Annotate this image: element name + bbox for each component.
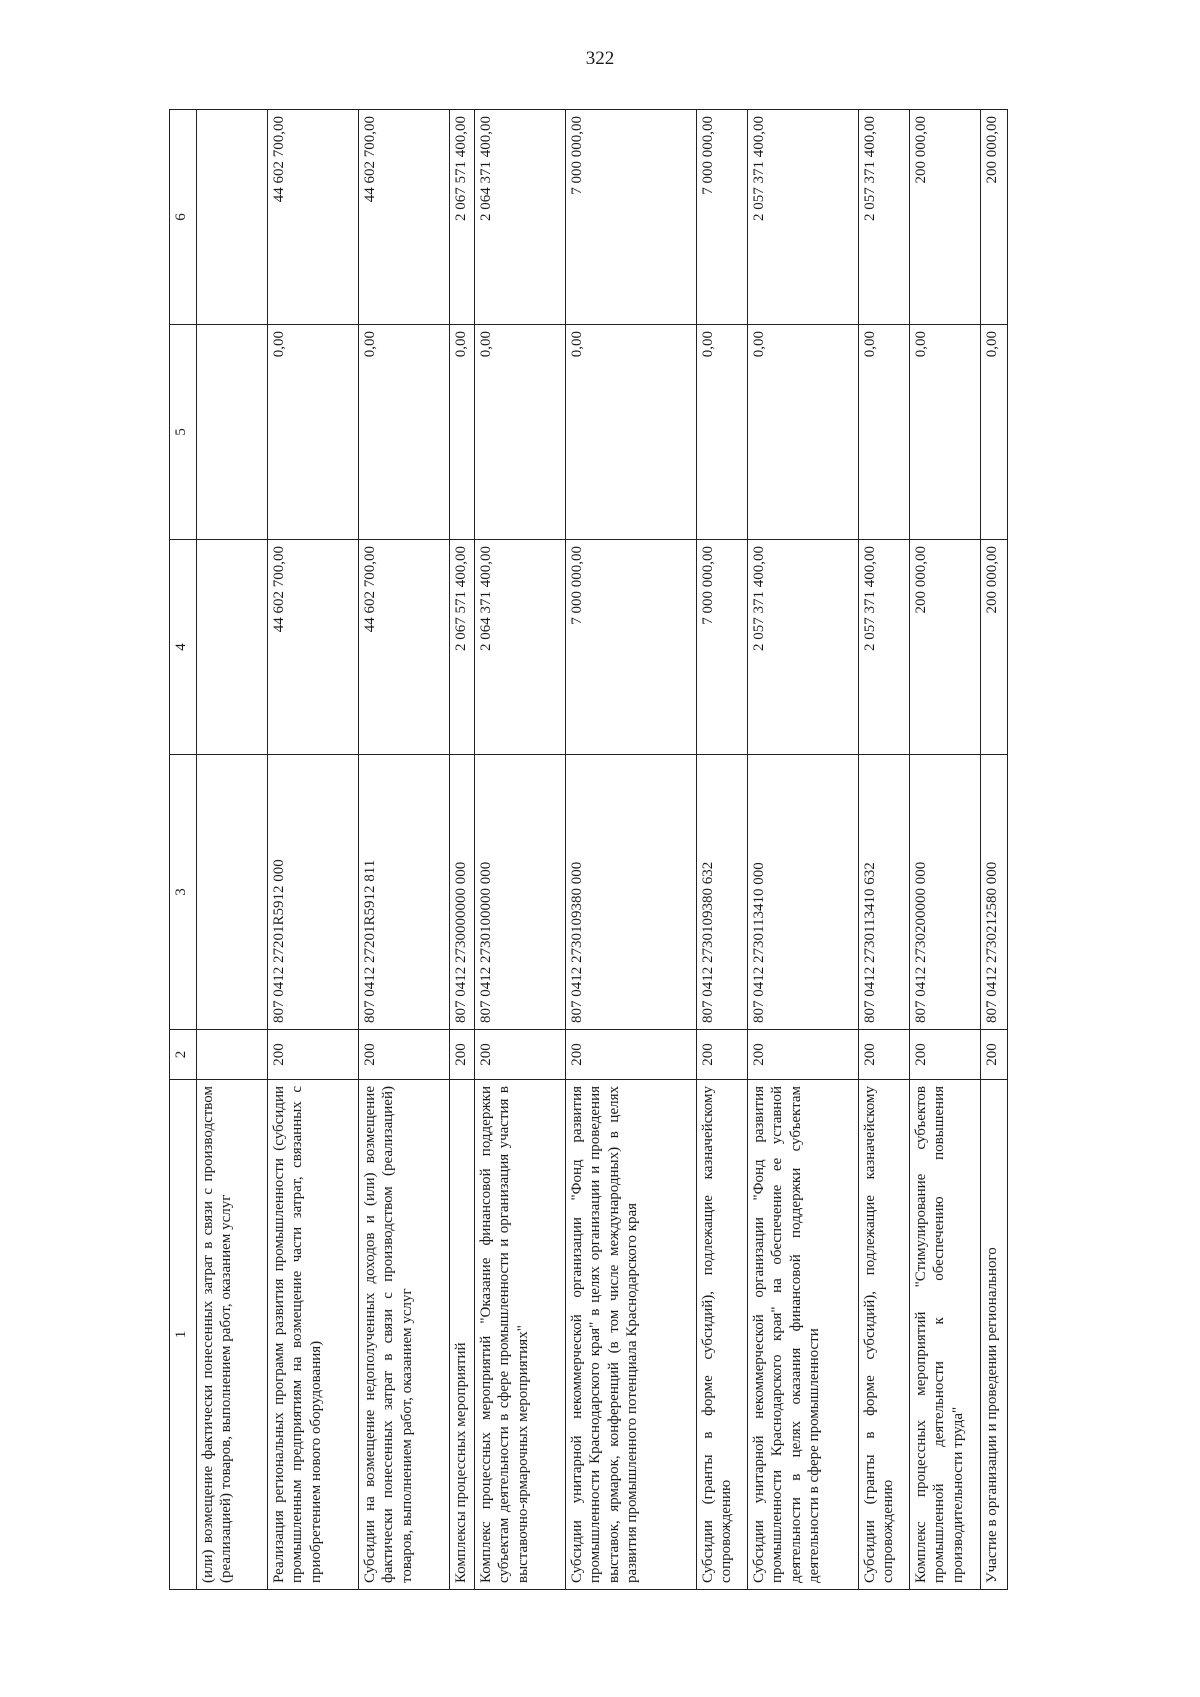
row-amount-col4: 2 057 371 400,00 <box>748 540 859 755</box>
row-classification-code: 807 0412 27201R5912 000 <box>268 755 359 1030</box>
row-admin-code: 200 <box>859 1030 910 1080</box>
row-name: Комплексы процессных мероприятий <box>450 1080 475 1590</box>
table-row <box>197 110 268 1590</box>
table-header-row <box>170 110 197 1590</box>
row-amount-col4: 200 000,00 <box>981 540 1008 755</box>
table-row <box>981 110 1008 1590</box>
row-classification-code: 807 0412 2730109380 000 <box>566 755 697 1030</box>
row-classification-code: 807 0412 2730100000 000 <box>475 755 566 1030</box>
table-row <box>859 110 910 1590</box>
row-amount-col5: 0,00 <box>981 325 1008 540</box>
row-classification-code: 807 0412 2730109380 632 <box>697 755 748 1030</box>
row-amount-col4: 200 000,00 <box>910 540 981 755</box>
row-name: Комплекс процессных мероприятий "Стимулирование субъектов промышленной деятельности к обеспечению повышения производительности труда" <box>910 1080 981 1590</box>
row-name: Реализация региональных программ развития промышленности (субсидии промышленным предприятиям на возмещение части затрат, связанных с приобретением нового оборудования) <box>268 1080 359 1590</box>
table-row <box>566 110 697 1590</box>
row-admin-code: 200 <box>748 1030 859 1080</box>
row-amount-col4 <box>197 540 268 755</box>
row-name: Субсидии (гранты в форме субсидий), подлежащие казначейскому сопровождению <box>859 1080 910 1590</box>
row-amount-col4: 2 064 371 400,00 <box>475 540 566 755</box>
row-name: (или) возмещение фактически понесенных затрат в связи с производством (реализацией) товаров, выполнением работ, оказанием услуг <box>197 1080 268 1590</box>
row-amount-col6: 44 602 700,00 <box>268 110 359 325</box>
row-amount-col5: 0,00 <box>450 325 475 540</box>
row-classification-code: 807 0412 2730212580 000 <box>981 755 1008 1030</box>
row-amount-col6 <box>197 110 268 325</box>
column-header-1: 1 <box>170 1080 197 1590</box>
row-amount-col5: 0,00 <box>697 325 748 540</box>
row-amount-col6: 7 000 000,00 <box>697 110 748 325</box>
column-header-6: 6 <box>170 110 197 325</box>
row-name: Участие в организации и проведении регионального <box>981 1080 1008 1590</box>
table-stage <box>169 110 1109 1590</box>
row-amount-col5: 0,00 <box>566 325 697 540</box>
row-name: Субсидии унитарной некоммерческой организации "Фонд развития промышленности Краснодарского края" на обеспечение ее уставной деятельности в целях оказания финансовой поддержки субъектам деятельности в сфере промышленности <box>748 1080 859 1590</box>
row-amount-col6: 2 057 371 400,00 <box>748 110 859 325</box>
budget-table <box>169 109 1008 1590</box>
table-row <box>475 110 566 1590</box>
column-header-3: 3 <box>170 755 197 1030</box>
row-admin-code: 200 <box>359 1030 450 1080</box>
row-classification-code: 807 0412 2730113410 000 <box>748 755 859 1030</box>
row-classification-code <box>197 755 268 1030</box>
row-amount-col5: 0,00 <box>475 325 566 540</box>
row-amount-col4: 44 602 700,00 <box>268 540 359 755</box>
column-header-2: 2 <box>170 1030 197 1080</box>
row-admin-code: 200 <box>268 1030 359 1080</box>
row-admin-code: 200 <box>450 1030 475 1080</box>
row-amount-col4: 7 000 000,00 <box>697 540 748 755</box>
row-amount-col4: 7 000 000,00 <box>566 540 697 755</box>
row-admin-code <box>197 1030 268 1080</box>
column-header-4: 4 <box>170 540 197 755</box>
row-classification-code: 807 0412 2730000000 000 <box>450 755 475 1030</box>
row-amount-col5: 0,00 <box>910 325 981 540</box>
column-header-5: 5 <box>170 325 197 540</box>
row-admin-code: 200 <box>910 1030 981 1080</box>
row-amount-col6: 200 000,00 <box>910 110 981 325</box>
row-amount-col6: 2 064 371 400,00 <box>475 110 566 325</box>
table-row <box>359 110 450 1590</box>
row-name: Субсидии (гранты в форме субсидий), подлежащие казначейскому сопровождению <box>697 1080 748 1590</box>
row-admin-code: 200 <box>697 1030 748 1080</box>
row-admin-code: 200 <box>566 1030 697 1080</box>
row-amount-col5 <box>197 325 268 540</box>
row-admin-code: 200 <box>981 1030 1008 1080</box>
row-amount-col4: 44 602 700,00 <box>359 540 450 755</box>
row-name: Комплекс процессных мероприятий "Оказание финансовой поддержки субъектам деятельности в сфере промышленности и организация участия в выставочно-ярмарочных мероприятиях" <box>475 1080 566 1590</box>
table-row <box>748 110 859 1590</box>
row-amount-col6: 2 067 571 400,00 <box>450 110 475 325</box>
table-row <box>910 110 981 1590</box>
table-row <box>450 110 475 1590</box>
row-amount-col4: 2 067 571 400,00 <box>450 540 475 755</box>
row-amount-col6: 7 000 000,00 <box>566 110 697 325</box>
page-number: 322 <box>585 48 615 69</box>
row-amount-col5: 0,00 <box>359 325 450 540</box>
row-name: Субсидии унитарной некоммерческой организации "Фонд развития промышленности Краснодарского края" в целях организации и проведения выставок, ярмарок, конференций (в том числе международных) в целях развития промышленного потенциала Краснодарского края <box>566 1080 697 1590</box>
row-classification-code: 807 0412 2730113410 632 <box>859 755 910 1030</box>
row-classification-code: 807 0412 2730200000 000 <box>910 755 981 1030</box>
row-amount-col5: 0,00 <box>268 325 359 540</box>
row-name: Субсидии на возмещение недополученных доходов и (или) возмещение фактически понесенных затрат в связи с производством (реализацией) товаров, выполнением работ, оказанием услуг <box>359 1080 450 1590</box>
row-amount-col6: 2 057 371 400,00 <box>859 110 910 325</box>
table-row <box>268 110 359 1590</box>
row-amount-col6: 44 602 700,00 <box>359 110 450 325</box>
row-amount-col6: 200 000,00 <box>981 110 1008 325</box>
row-classification-code: 807 0412 27201R5912 811 <box>359 755 450 1030</box>
row-admin-code: 200 <box>475 1030 566 1080</box>
row-amount-col5: 0,00 <box>859 325 910 540</box>
rotated-table-wrapper <box>169 110 1109 1590</box>
row-amount-col5: 0,00 <box>748 325 859 540</box>
row-amount-col4: 2 057 371 400,00 <box>859 540 910 755</box>
table-row <box>697 110 748 1590</box>
